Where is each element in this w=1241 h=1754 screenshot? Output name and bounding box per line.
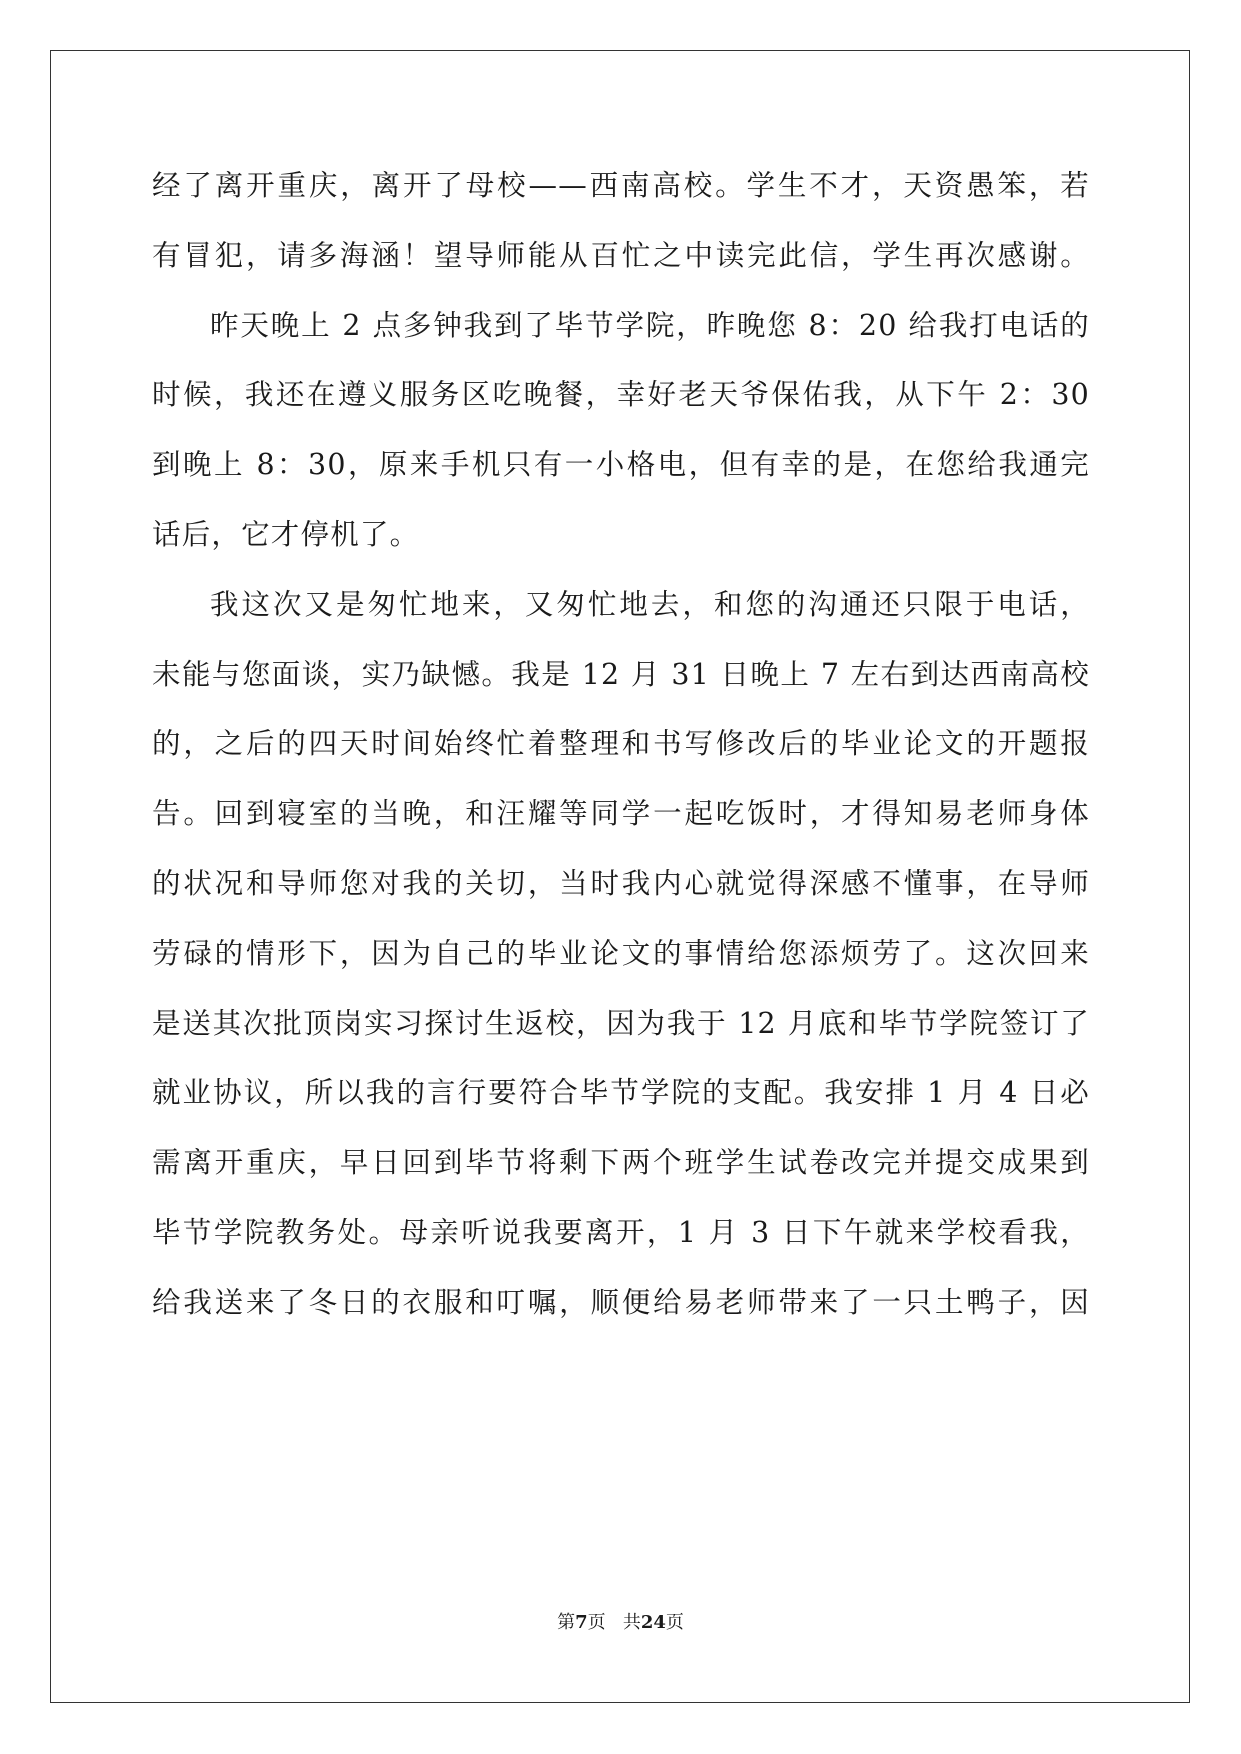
text-line: 的状况和导师您对我的关切，当时我内心就觉得深感不懂事，在导师: [152, 866, 1090, 900]
text-line: 劳碌的情形下，因为自己的毕业论文的事情给您添烦劳了。这次回来: [152, 936, 1090, 970]
paragraph-first-line: 昨天晚上 2 点多钟我到了毕节学院，昨晚您 8：20 给我打电话的: [210, 308, 1090, 342]
text-line: 就业协议，所以我的言行要符合毕节学院的支配。我安排 1 月 4 日必: [152, 1076, 1090, 1110]
paragraph-first-line: 我这次又是匆忙地来，又匆忙地去，和您的沟通还只限于电话，: [210, 587, 1090, 621]
text-line: 有冒犯，请多海涵！望导师能从百忙之中读完此信，学生再次感谢。: [152, 238, 1090, 272]
total-pages: 24: [640, 1612, 666, 1633]
text-line: 未能与您面谈，实乃缺憾。我是 12 月 31 日晚上 7 左右到达西南高校: [152, 657, 1090, 691]
total-prefix: 共: [622, 1612, 641, 1633]
text-line: 时候，我还在遵义服务区吃晚餐，幸好老天爷保佑我，从下午 2：30: [152, 378, 1090, 412]
text-line: 到晚上 8：30，原来手机只有一小格电，但有幸的是，在您给我通完: [152, 448, 1090, 482]
text-line: 的，之后的四天时间始终忙着整理和书写修改后的毕业论文的开题报: [152, 727, 1090, 761]
page-footer: [0, 1608, 1241, 1634]
text-line: 是送其次批顶岗实习探讨生返校，因为我于 12 月底和毕节学院签订了: [152, 1006, 1090, 1040]
text-line: 话后，它才停机了。: [152, 517, 420, 551]
page-number: 7: [575, 1612, 588, 1633]
text-line: 经了离开重庆，离开了母校——西南高校。学生不才，天资愚笨，若: [152, 169, 1090, 202]
total-suffix: 页: [665, 1612, 684, 1633]
text-line: 毕节学院教务处。母亲听说我要离开，1 月 3 日下午就来学校看我，: [152, 1215, 1090, 1249]
text-line: 告。回到寝室的当晚，和汪耀等同学一起吃饭时，才得知易老师身体: [152, 797, 1090, 831]
document-body: [152, 166, 1090, 1353]
page-prefix: 第: [557, 1612, 576, 1633]
text-line: 给我送来了冬日的衣服和叮嘱，顺便给易老师带来了一只土鸭子，因: [152, 1285, 1090, 1319]
text-line: 需离开重庆，早日回到毕节将剩下两个班学生试卷改完并提交成果到: [152, 1146, 1090, 1180]
page-suffix: 页: [587, 1612, 606, 1633]
